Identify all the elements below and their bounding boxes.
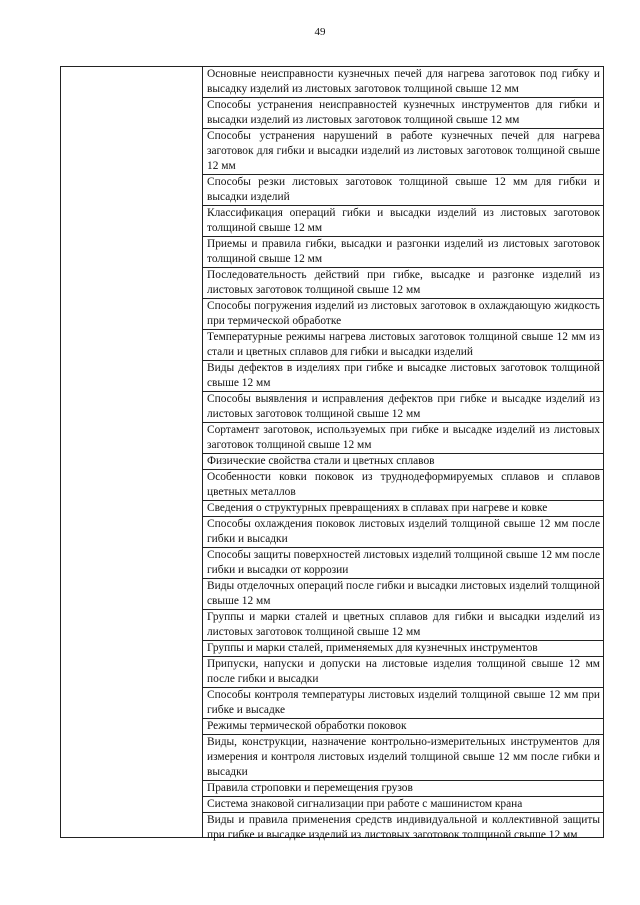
table-row: Виды отделочных операций после гибки и высадки листовых изделий толщиной свыше 12 мм	[203, 579, 603, 610]
table-row: Сведения о структурных превращениях в сплавах при нагреве и ковке	[203, 501, 603, 517]
table-row: Способы погружения изделий из листовых заготовок в охлаждающую жидкость при термической обработке	[203, 299, 603, 330]
table-row: Сортамент заготовок, используемых при гибке и высадке изделий из листовых заготовок толщиной свыше 12 мм	[203, 423, 603, 454]
table-row: Основные неисправности кузнечных печей для нагрева заготовок под гибку и высадку изделий из листовых заготовок толщиной свыше 12 мм	[203, 67, 603, 98]
table-row: Последовательность действий при гибке, высадке и разгонке изделий из листовых заготовок толщиной свыше 12 мм	[203, 268, 603, 299]
left-column-cell	[61, 67, 203, 837]
table-row: Способы устранения неисправностей кузнечных инструментов для гибки и высадки изделий из листовых заготовок толщиной свыше 12 мм	[203, 98, 603, 129]
table-row: Система знаковой сигнализации при работе с машинистом крана	[203, 797, 603, 813]
table-row: Физические свойства стали и цветных сплавов	[203, 454, 603, 470]
table-row: Приемы и правила гибки, высадки и разгонки изделий из листовых заготовок толщиной свыше 12 мм	[203, 237, 603, 268]
table-row: Способы резки листовых заготовок толщиной свыше 12 мм для гибки и высадки изделий	[203, 175, 603, 206]
table-row: Способы защиты поверхностей листовых изделий толщиной свыше 12 мм после гибки и высадки от коррозии	[203, 548, 603, 579]
table-row: Виды и правила применения средств индивидуальной и коллективной защиты при гибке и высадке изделий из листовых заготовок толщиной свыше 12 мм	[207, 814, 600, 841]
table-row: Способы устранения нарушений в работе кузнечных печей для нагрева заготовок для гибки и высадки изделий из листовых заготовок толщиной свыше 12 мм	[203, 129, 603, 175]
table-row: Классификация операций гибки и высадки изделий из листовых заготовок толщиной свыше 12 мм	[203, 206, 603, 237]
knowledge-table	[60, 66, 604, 841]
table-row: Температурные режимы нагрева листовых заготовок толщиной свыше 12 мм из стали и цветных сплавов для гибки и высадки изделий	[203, 330, 603, 361]
table-row: Группы и марки сталей, применяемых для кузнечных инструментов	[203, 641, 603, 657]
table-row: Виды дефектов в изделиях при гибке и высадке листовых заготовок толщиной свыше 12 мм	[203, 361, 603, 392]
table-row: Правила строповки и перемещения грузов	[203, 781, 603, 797]
table-row: Способы контроля температуры листовых изделий толщиной свыше 12 мм при гибке и высадке	[203, 688, 603, 719]
table-row: Особенности ковки поковок из труднодеформируемых сплавов и сплавов цветных металлов	[203, 470, 603, 501]
right-column	[203, 67, 603, 841]
table-row: Группы и марки сталей и цветных сплавов для гибки и высадки изделий из листовых заготовок толщиной свыше 12 мм	[203, 610, 603, 641]
table-row: Способы охлаждения поковок листовых изделий толщиной свыше 12 мм после гибки и высадки	[203, 517, 603, 548]
table-row: Режимы термической обработки поковок	[203, 719, 603, 735]
page-number: 49	[314, 26, 326, 38]
table-row: Припуски, напуски и допуски на листовые изделия толщиной свыше 12 мм после гибки и высадки	[203, 657, 603, 688]
table-row: Виды, конструкции, назначение контрольно-измерительных инструментов для измерения и контроля листовых изделий толщиной свыше 12 мм после гибки и высадки	[203, 735, 603, 781]
table-row: Способы выявления и исправления дефектов при гибке и высадке изделий из листовых заготовок толщиной свыше 12 мм	[203, 392, 603, 423]
